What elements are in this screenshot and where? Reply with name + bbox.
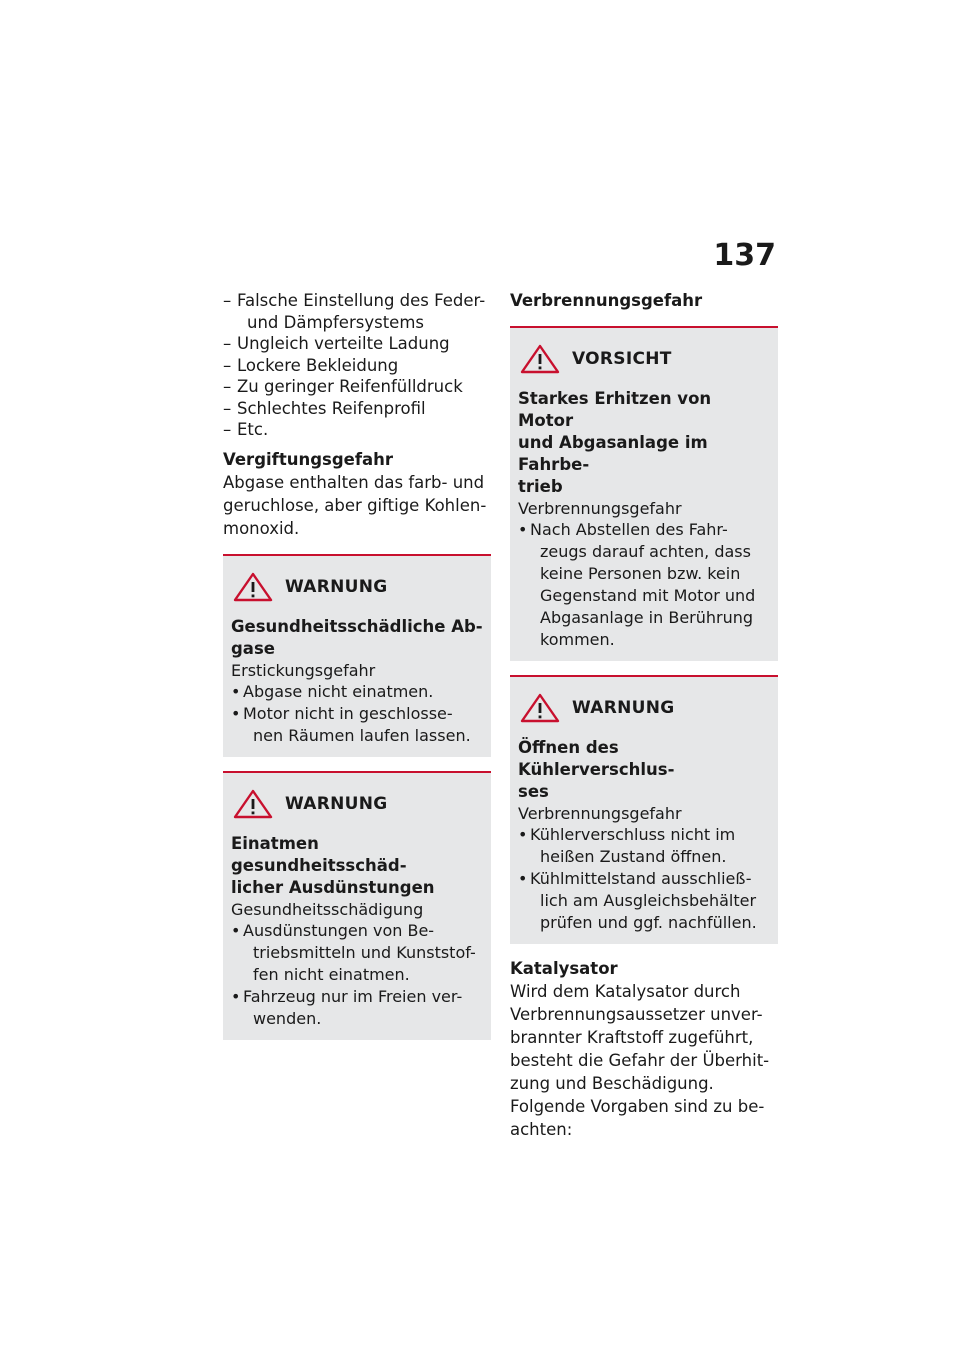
- list-item: • Kühlmittelstand ausschließ- lich am Ausgleichsbehälter prüfen und ggf. nachfüllen.: [518, 868, 770, 934]
- list-item: – Zu geringer Reifenfülldruck: [223, 376, 491, 398]
- warning-subtitle: Gesundheitsschädigung: [231, 899, 424, 919]
- caution-box-heat: [510, 326, 778, 661]
- right-column: [510, 290, 778, 1141]
- warning-header: [231, 789, 483, 819]
- warning-title: Einatmen gesundheitsschäd- licher Ausdünstungen: [231, 833, 435, 897]
- poison-heading: Vergiftungsgefahr: [223, 449, 394, 469]
- catalyst-text: Wird dem Katalysator durch Verbrennungsaussetzer unver- brannter Kraftstoff zugeführt, besteht die Gefahr der Überhit- zung und Beschädigung. Folgende Vorgaben sind zu be- achten:: [510, 982, 770, 1139]
- list-item: • Motor nicht in geschlosse- nen Räumen laufen lassen.: [231, 703, 483, 747]
- list-item: • Abgase nicht einatmen.: [231, 681, 483, 703]
- catalyst-heading: Katalysator: [510, 959, 618, 978]
- warning-bullets: [231, 681, 483, 747]
- warning-title: Öffnen des Kühlerverschlus- ses: [518, 738, 675, 801]
- warning-triangle-icon: [233, 572, 273, 602]
- warning-subtitle: Verbrennungsgefahr: [518, 499, 682, 518]
- warning-header: [518, 344, 770, 374]
- warning-label: WARNUNG: [285, 793, 388, 814]
- warning-header: [231, 572, 483, 602]
- list-item: – Ungleich verteilte Ladung: [223, 333, 491, 355]
- list-item: • Fahrzeug nur im Freien ver- wenden.: [231, 986, 483, 1030]
- list-item: – Etc.: [223, 419, 491, 441]
- list-item: – Schlechtes Reifenprofil: [223, 398, 491, 420]
- warning-box-fumes: [223, 771, 491, 1040]
- burn-heading: Verbrennungsgefahr: [510, 291, 703, 310]
- warning-bullets: [518, 519, 770, 651]
- warning-header: [518, 693, 770, 723]
- warning-triangle-icon: [520, 344, 560, 374]
- left-column: [223, 290, 491, 1050]
- warning-title: Gesundheitsschädliche Ab- gase: [231, 616, 483, 658]
- warning-box-radiator: [510, 675, 778, 944]
- warning-title: Starkes Erhitzen von Motor und Abgasanlage im Fahrbe- trieb: [518, 389, 712, 496]
- poison-text: Abgase enthalten das farb- und geruchlose, aber giftige Kohlen- monoxid.: [223, 472, 487, 538]
- warning-bullets: [518, 824, 770, 934]
- warning-box-exhaust: [223, 554, 491, 757]
- list-item: • Kühlerverschluss nicht im heißen Zustand öffnen.: [518, 824, 770, 868]
- warning-label: WARNUNG: [285, 576, 388, 597]
- warning-label: VORSICHT: [572, 349, 672, 369]
- page-number: 137: [713, 238, 776, 273]
- warning-subtitle: Verbrennungsgefahr: [518, 804, 682, 823]
- warning-label: WARNUNG: [572, 698, 675, 718]
- hazard-cause-list: [223, 290, 491, 441]
- list-item: – Lockere Bekleidung: [223, 355, 491, 377]
- warning-subtitle: Erstickungsgefahr: [231, 660, 376, 680]
- list-item: – Falsche Einstellung des Feder- und Dämpfersystems: [223, 290, 491, 333]
- list-item: • Ausdünstungen von Be- triebsmitteln und Kunststof- fen nicht einatmen.: [231, 920, 483, 986]
- list-item: • Nach Abstellen des Fahr- zeugs darauf achten, dass keine Personen bzw. kein Gegenstand mit Motor und Abgasanlage in Berührung kommen.: [518, 519, 770, 651]
- warning-triangle-icon: [520, 693, 560, 723]
- warning-bullets: [231, 920, 483, 1030]
- warning-triangle-icon: [233, 789, 273, 819]
